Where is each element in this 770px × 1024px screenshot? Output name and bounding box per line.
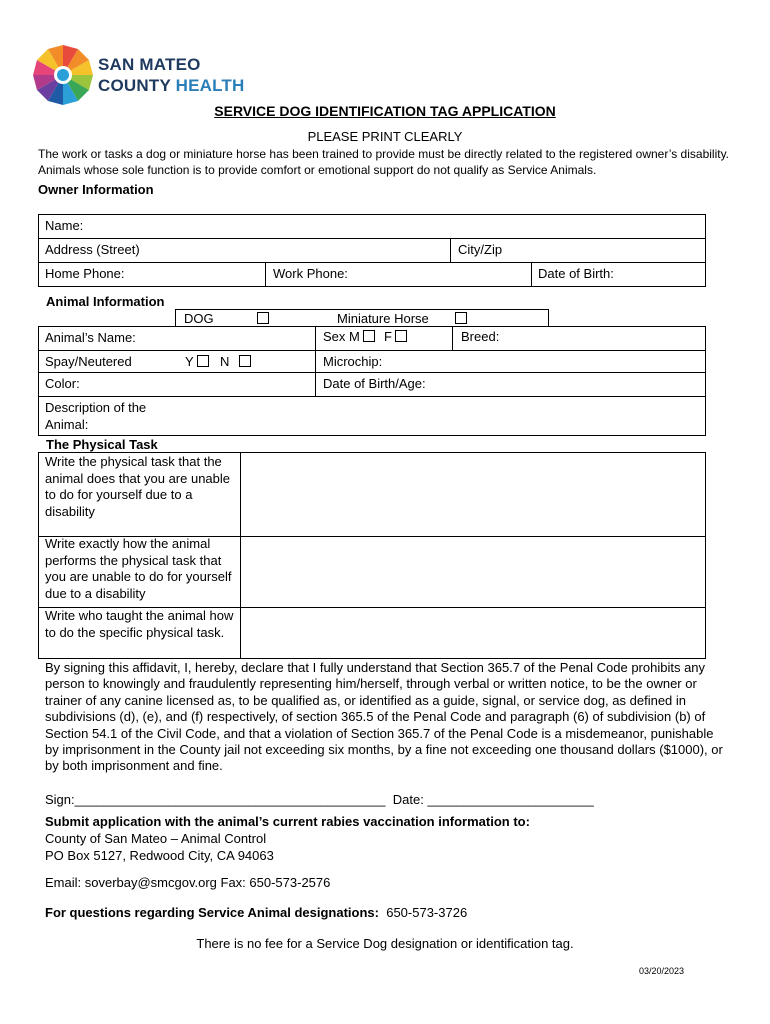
owner-dob-label: Date of Birth: bbox=[538, 266, 614, 281]
mini-horse-option-label: Miniature Horse bbox=[337, 311, 429, 326]
physical-task-q1-answer[interactable] bbox=[240, 452, 706, 537]
physical-task-q1-label: Write the physical task that the animal does that you are unable to do for yourself due to a disability bbox=[45, 454, 231, 519]
physical-task-heading: The Physical Task bbox=[46, 437, 158, 452]
animal-sex-label: Sex M bbox=[323, 329, 360, 344]
spay-yes-checkbox[interactable] bbox=[197, 355, 209, 367]
date-field[interactable]: Date: _______________________ bbox=[392, 792, 594, 807]
physical-task-q3-answer[interactable] bbox=[240, 607, 706, 659]
questions-contact bbox=[45, 905, 467, 920]
owner-home-phone-label: Home Phone: bbox=[45, 266, 125, 281]
contact-email-fax: Email: soverbay@smcgov.org Fax: 650-573-2576 bbox=[45, 875, 331, 890]
no-fee-note: There is no fee for a Service Dog designation or identification tag. bbox=[196, 936, 574, 951]
owner-info-heading: Owner Information bbox=[38, 182, 154, 197]
document-date: 03/20/2023 bbox=[638, 966, 684, 976]
mini-horse-checkbox[interactable] bbox=[455, 312, 467, 324]
animal-breed-label: Breed: bbox=[461, 329, 500, 344]
sign-field[interactable]: Sign:___________________________________________ bbox=[45, 792, 386, 807]
submit-address-line2: PO Box 5127, Redwood City, CA 94063 bbox=[45, 848, 274, 863]
microchip-label: Microchip: bbox=[323, 354, 383, 369]
submit-heading: Submit application with the animal’s current rabies vaccination information to: bbox=[45, 814, 530, 829]
spay-no-label: N bbox=[220, 354, 230, 369]
animal-color-field[interactable] bbox=[38, 372, 316, 397]
owner-name-field[interactable] bbox=[38, 214, 706, 239]
animal-description-label: Description of the Animal: bbox=[45, 400, 147, 432]
submit-instructions bbox=[45, 813, 530, 864]
animal-info-heading: Animal Information bbox=[46, 294, 165, 309]
questions-phone: 650-573-3726 bbox=[386, 905, 468, 920]
animal-sex-f-label: F bbox=[384, 329, 392, 344]
animal-name-label: Animal’s Name: bbox=[45, 330, 136, 345]
owner-name-label: Name: bbox=[45, 218, 84, 233]
sex-male-checkbox[interactable] bbox=[363, 330, 375, 342]
dog-option-label: DOG bbox=[184, 311, 214, 326]
physical-task-q2-answer[interactable] bbox=[240, 536, 706, 608]
org-name-line2: COUNTY HEALTH bbox=[98, 76, 245, 95]
owner-work-phone-label: Work Phone: bbox=[273, 266, 348, 281]
physical-task-q3-label: Write who taught the animal how to do the specific physical task. bbox=[45, 608, 234, 640]
signature-line[interactable] bbox=[45, 792, 594, 807]
county-health-logo bbox=[32, 44, 94, 106]
submit-address-line1: County of San Mateo – Animal Control bbox=[45, 831, 267, 846]
dog-checkbox[interactable] bbox=[257, 312, 269, 324]
affidavit-text: By signing this affidavit, I, hereby, declare that I fully understand that Section 365.7 of the Penal Code prohibits any person to knowingly and fraudulently representing him/herself, through verbal or written notice, to be the owner or trainer of any canine licensed as, to be qualified as, or identified as a guide, signal, or service dog, as defined in subdivisions (d), (e), and (f) respectively, of section 365.5 of the Penal Code and paragraph (6) of subdivision (b) of Section 54.1 of the Civil Code, and that a violation of Section 365.7 of the Penal Code is a misdemeanor, punishable by imprisonment in the County jail not exceeding six months, by a fine not exceeding one thousand dollars ($1000), or by both imprisonment and fine. bbox=[45, 660, 723, 774]
sex-female-checkbox[interactable] bbox=[395, 330, 407, 342]
physical-task-q2-label: Write exactly how the animal performs the physical task that you are unable to do for yourself due to a disability bbox=[45, 536, 232, 601]
org-name-line1: SAN MATEO bbox=[98, 55, 201, 74]
intro-text: The work or tasks a dog or miniature horse has been trained to provide must be directly related to the registered owner’s disability. Animals whose sole function is to provide comfort or emotional support do not qualify as Service Animals. bbox=[38, 147, 730, 177]
spay-no-checkbox[interactable] bbox=[239, 355, 251, 367]
owner-address-label: Address (Street) bbox=[45, 242, 140, 257]
document-title: SERVICE DOG IDENTIFICATION TAG APPLICATION bbox=[214, 103, 556, 119]
questions-label: For questions regarding Service Animal designations: bbox=[45, 905, 379, 920]
document-subtitle: PLEASE PRINT CLEARLY bbox=[307, 129, 463, 144]
animal-dob-age-label: Date of Birth/Age: bbox=[323, 376, 426, 391]
animal-color-label: Color: bbox=[45, 376, 80, 391]
spay-yes-label: Y bbox=[185, 354, 194, 369]
spay-neuter-label: Spay/Neutered bbox=[45, 354, 132, 369]
owner-cityzip-label: City/Zip bbox=[458, 242, 503, 257]
